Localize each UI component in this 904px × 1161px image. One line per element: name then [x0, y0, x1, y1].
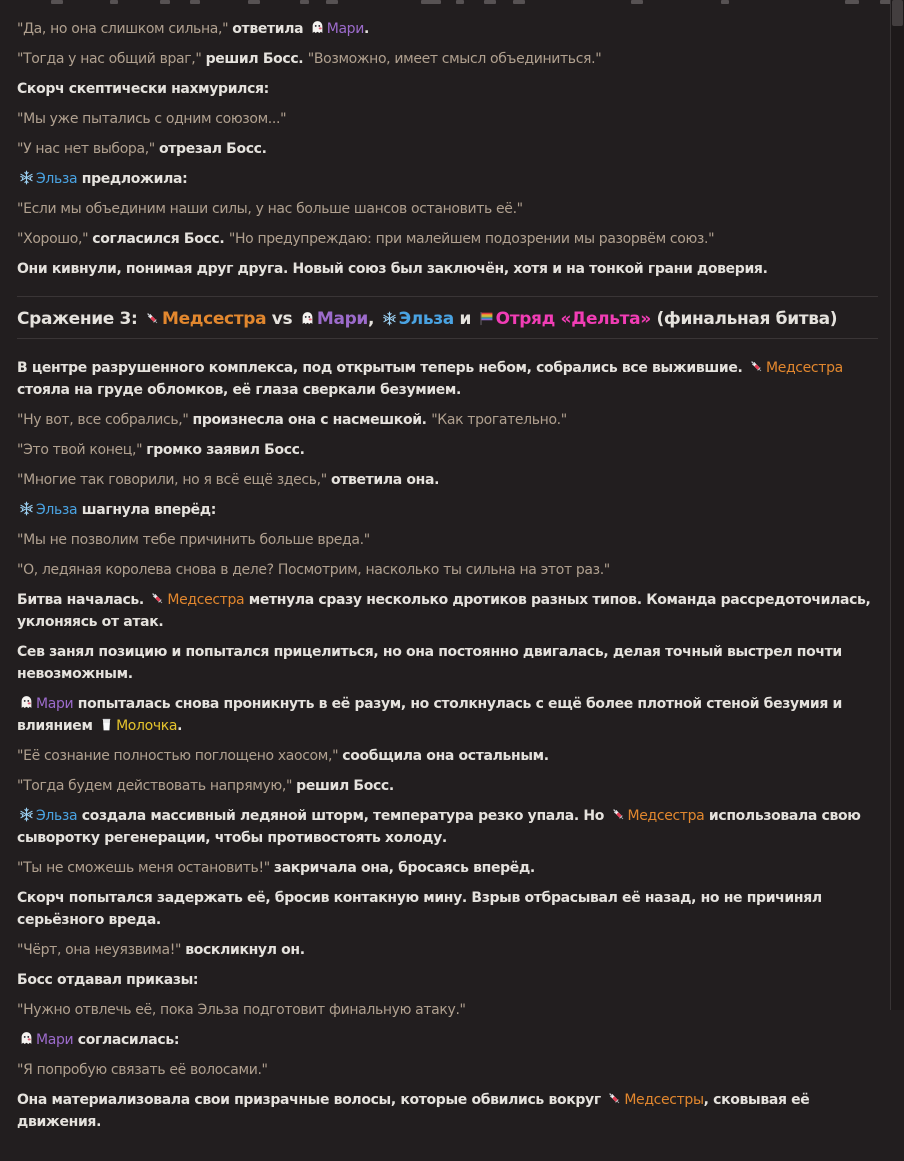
story-paragraph	[17, 1029, 878, 1051]
dialogue-text: "Я попробую связать её волосами."	[17, 1062, 268, 1078]
story-paragraph	[17, 198, 878, 220]
character-name-molochko: Молочка	[116, 718, 178, 734]
narration-text: (финальная битва)	[650, 309, 838, 329]
story-paragraph	[17, 18, 878, 40]
section-divider	[17, 296, 878, 297]
story-paragraph	[17, 48, 878, 70]
narration-text: ,	[367, 309, 380, 329]
dialogue-text: "Многие так говорили, но я всё ещё здесь,"	[17, 472, 331, 488]
story-paragraph	[17, 108, 878, 130]
story-paragraph	[17, 529, 878, 551]
story-paragraph	[17, 805, 878, 849]
character-name-elza: Эльза	[398, 309, 454, 329]
narration-text: воскликнул он.	[185, 942, 305, 958]
snowflake-icon	[19, 807, 34, 822]
narration-text: отрезал Босс.	[158, 141, 267, 157]
scrollbar-thumb[interactable]	[892, 0, 903, 26]
story-paragraph	[17, 409, 878, 431]
dialogue-text: "Мы уже пытались с одним союзом..."	[17, 111, 287, 127]
character-name-mari: Мари	[36, 1032, 74, 1048]
story-paragraph	[17, 78, 878, 100]
character-name-mari: Мари	[326, 21, 364, 37]
story-paragraph	[17, 939, 878, 961]
narration-text: стояла на груде обломков, её глаза сверкали безумием.	[17, 382, 461, 398]
story-paragraph	[17, 258, 878, 280]
narration-text: Она материализовала свои призрачные волосы, которые обвились вокруг	[17, 1092, 606, 1108]
battle-heading	[17, 307, 878, 339]
character-name-medsestra: Медсестра	[167, 592, 245, 608]
narration-text: .	[363, 21, 369, 37]
story-paragraph	[17, 138, 878, 160]
narration-text: и	[453, 309, 477, 329]
story-paragraph	[17, 693, 878, 737]
syringe-icon	[145, 311, 160, 326]
syringe-icon	[611, 807, 626, 822]
story-paragraph	[17, 439, 878, 461]
dialogue-text: "Тогда у нас общий враг,"	[17, 51, 206, 67]
ghost-icon	[19, 1031, 34, 1046]
narration-text: решил Босс.	[205, 51, 308, 67]
narration-text: В центре разрушенного комплекса, под открытым теперь небом, собрались все выжившие.	[17, 360, 747, 376]
dialogue-text: "О, ледяная королева снова в деле? Посмотрим, насколько ты сильна на этот раз."	[17, 562, 610, 578]
story-paragraph	[17, 469, 878, 491]
narration-text: Скорч скептически нахмурился:	[17, 81, 269, 97]
narration-text: произнесла она с насмешкой.	[192, 412, 432, 428]
rainbow-flag-icon	[479, 311, 494, 326]
dialogue-text: "Да, но она слишком сильна,"	[17, 21, 233, 37]
milk-icon	[99, 717, 114, 732]
dialogue-text: "Нужно отвлечь её, пока Эльза подготовит финальную атаку."	[17, 1002, 466, 1018]
story-paragraph	[17, 999, 878, 1021]
narration-text: Сев занял позицию и попытался прицелиться, но она постоянно двигалась, делая точный выстрел почти невозможным.	[17, 644, 842, 682]
character-name-medsestra: Медсестра	[765, 360, 843, 376]
snowflake-icon	[19, 501, 34, 516]
story-paragraph	[17, 641, 878, 685]
character-name-delta: Отряд «Дельта»	[495, 309, 651, 329]
story-paragraph	[17, 775, 878, 797]
character-name-elza: Эльза	[36, 502, 78, 518]
story-paragraph	[17, 559, 878, 581]
narration-text: Босс отдавал приказы:	[17, 972, 199, 988]
syringe-icon	[607, 1091, 622, 1106]
dialogue-text: "Как трогательно."	[431, 412, 567, 428]
narration-text: согласился Босс.	[92, 231, 229, 247]
narration-text: закричала она, бросаясь вперёд.	[273, 860, 535, 876]
narration-text: сообщила она остальным.	[342, 748, 549, 764]
narration-text: Битва началась.	[17, 592, 149, 608]
story-paragraph	[17, 887, 878, 931]
narration-text: согласилась:	[73, 1032, 180, 1048]
dialogue-text: "Ну вот, все собрались,"	[17, 412, 193, 428]
dialogue-text: "Ты не сможешь меня остановить!"	[17, 860, 274, 876]
narration-text: ответила она.	[330, 472, 440, 488]
snowflake-icon	[19, 170, 34, 185]
character-name-mari: Мари	[316, 309, 368, 329]
snowflake-icon	[382, 311, 397, 326]
dialogue-text: "Её сознание полностью поглощено хаосом,"	[17, 748, 343, 764]
narration-text: , сковывая её движения.	[17, 1092, 810, 1130]
story-paragraph	[17, 499, 878, 521]
ghost-icon	[19, 695, 34, 710]
character-name-mari: Мари	[36, 696, 74, 712]
dialogue-text: "Тогда будем действовать напрямую,"	[17, 778, 297, 794]
story-paragraph	[17, 969, 878, 991]
dialogue-text: "Если мы объединим наши силы, у нас больше шансов остановить её."	[17, 201, 523, 217]
dialogue-text: "Мы не позволим тебе причинить больше вреда."	[17, 532, 370, 548]
narration-text: громко заявил Босс.	[146, 442, 305, 458]
narration-text: метнула сразу несколько дротиков разных типов. Команда рассредоточилась, уклоняясь от атак.	[17, 592, 871, 630]
character-name-elza: Эльза	[36, 808, 78, 824]
narration-text: предложила:	[77, 171, 188, 187]
ghost-icon	[300, 311, 315, 326]
story-paragraph	[17, 357, 878, 401]
story-paragraph	[17, 857, 878, 879]
character-name-medsestra: Медсестры	[624, 1092, 704, 1108]
dialogue-text: "Чёрт, она неуязвима!"	[17, 942, 186, 958]
narration-text: попыталась снова проникнуть в её разум, но столкнулась с ещё более плотной стеной безумия и влиянием	[17, 696, 842, 734]
dialogue-text: "Это твой конец,"	[17, 442, 147, 458]
narration-text: Они кивнули, понимая друг друга. Новый союз был заключён, хотя и на тонкой грани доверия.	[17, 261, 768, 277]
character-name-elza: Эльза	[36, 171, 78, 187]
story-paragraph	[17, 745, 878, 767]
syringe-icon	[749, 359, 764, 374]
character-name-medsestra: Медсестра	[627, 808, 705, 824]
syringe-icon	[150, 591, 165, 606]
narration-text: создала массивный ледяной шторм, температура резко упала. Но	[77, 808, 609, 824]
narration-text: шагнула вперёд:	[77, 502, 216, 518]
character-name-medsestra: Медсестра	[162, 309, 267, 329]
dialogue-text: "Возможно, имеет смысл объединиться."	[307, 51, 602, 67]
story-paragraph	[17, 589, 878, 633]
narration-text: ответила	[232, 21, 308, 37]
narration-text: решил Босс.	[296, 778, 394, 794]
dialogue-text: "У нас нет выбора,"	[17, 141, 159, 157]
dialogue-text: "Но предупреждаю: при малейшем подозрении мы разорвём союз."	[228, 231, 715, 247]
narration-text: Сражение 3:	[17, 309, 144, 329]
story-paragraph	[17, 1059, 878, 1081]
story-paragraph	[17, 1089, 878, 1133]
scrollbar-track[interactable]	[890, 0, 904, 1010]
story-paragraph	[17, 228, 878, 250]
narration-text: vs	[266, 309, 298, 329]
narration-text: использовала свою сыворотку регенерации, чтобы противостоять холоду.	[17, 808, 861, 846]
narration-text: .	[177, 718, 183, 734]
story-paragraph	[17, 168, 878, 190]
narration-text: Скорч попытался задержать её, бросив контакную мину. Взрыв отбрасывал её назад, но не причинял серьёзного вреда.	[17, 890, 822, 928]
dialogue-text: "Хорошо,"	[17, 231, 93, 247]
ghost-icon	[310, 20, 325, 35]
